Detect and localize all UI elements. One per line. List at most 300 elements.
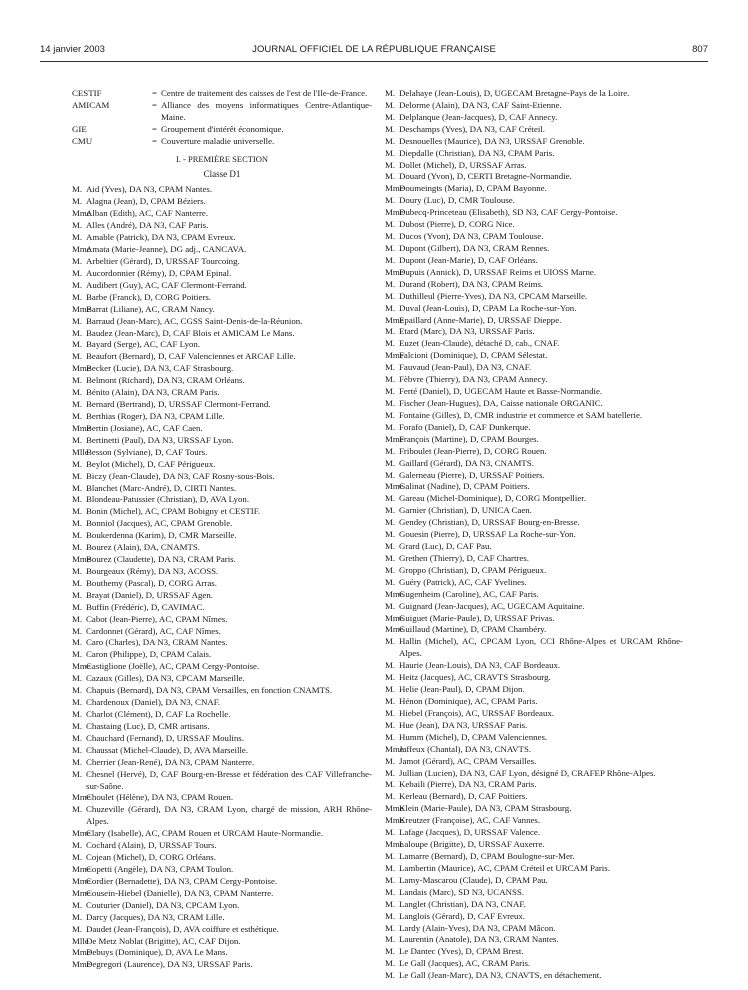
nomination-text: Brayat (Daniel), D, URSSAF Agen. <box>86 589 213 600</box>
nomination-entry <box>72 828 372 840</box>
nomination-text: Euzet (Jean-Claude), détaché D, cab., CNAF. <box>399 338 560 349</box>
nomination-text: Forafo (Daniel), D, CAF Dunkerque. <box>399 421 531 432</box>
civility-title: Mme <box>72 887 91 898</box>
nomination-entry <box>385 887 683 899</box>
nomination-entry <box>385 279 683 291</box>
nomination-entry <box>385 553 683 565</box>
nomination-text: Fischer (Jean-Hugues), DA, Caisse nationale ORGANIC. <box>399 397 603 408</box>
nomination-text: Bayard (Serge), AC, CAF Lyon. <box>86 339 201 350</box>
nomination-text: Laloupe (Brigitte), D, URSSAF Auxerre. <box>399 839 545 850</box>
civility-title: M. <box>72 625 83 636</box>
nomination-text: Deschamps (Yves), DA N3, CAF Créteil. <box>399 123 545 134</box>
page-header <box>40 44 708 60</box>
nomination-entry <box>385 946 683 958</box>
nomination-entry <box>385 601 683 613</box>
nomination-entry <box>385 684 683 696</box>
civility-title: Mme <box>385 743 404 754</box>
nomination-entry <box>72 280 372 292</box>
nomination-text: Douard (Yvon), D, CERTI Bretagne-Normandie. <box>399 171 572 182</box>
nomination-entry <box>72 339 372 351</box>
civility-title: M. <box>72 196 83 207</box>
nomination-entry <box>72 947 372 959</box>
civility-title: Mme <box>385 481 404 492</box>
civility-title: M. <box>72 482 83 493</box>
nomination-entry <box>385 267 683 279</box>
nomination-text: Bourez (Claudette), DA N3, CRAM Paris. <box>86 554 236 565</box>
abbreviation-code: GIE <box>72 123 87 134</box>
nomination-text: Lardy (Alain-Yves), DA N3, CPAM Mâcon. <box>399 922 556 933</box>
nomination-entry <box>385 958 683 970</box>
nomination-entry <box>385 720 683 732</box>
nomination-entry <box>72 745 372 757</box>
civility-title: M. <box>385 755 396 766</box>
civility-title: M. <box>72 458 83 469</box>
nomination-entry <box>385 315 683 327</box>
nomination-text: Kerleau (Bernard), D, CAF Poitiers. <box>399 791 528 802</box>
nomination-entry <box>385 756 683 768</box>
abbreviation-definition <box>152 136 372 148</box>
civility-title: M. <box>72 589 83 600</box>
nomination-text: François (Martine), D, CPAM Bourges. <box>399 433 539 444</box>
nomination-text: Hénon (Dominique), AC, CPAM Paris. <box>399 696 538 707</box>
nomination-entry <box>72 328 372 340</box>
civility-title: M. <box>72 637 83 648</box>
civility-title: Mme <box>385 350 404 361</box>
nomination-text: Daudet (Jean-François), D, AVA coiffure et esthétique. <box>86 923 279 934</box>
nomination-text: Gouesin (Pierre), D, URSSAF La Roche-sur-Yon. <box>399 529 576 540</box>
header-rule <box>40 61 708 62</box>
nomination-text: Haurie (Jean-Louis), DA N3, CAF Bordeaux. <box>399 660 561 671</box>
definition-text: Groupement d'intérêt économique. <box>161 123 284 134</box>
civility-title: M. <box>385 326 396 337</box>
civility-title: M. <box>385 636 396 647</box>
civility-title: Mme <box>385 266 404 277</box>
nomination-entry <box>72 363 372 375</box>
nomination-list-left <box>72 184 372 971</box>
nomination-entry <box>72 769 372 793</box>
nomination-entry <box>72 518 372 530</box>
nomination-text: Cojean (Michel), D, CORG Orléans. <box>86 852 216 863</box>
nomination-entry <box>72 924 372 936</box>
abbreviation-list <box>72 88 372 148</box>
nomination-text: Cazaux (Gilles), DA N3, CPCAM Marseille. <box>86 673 245 684</box>
nomination-text: Aid (Yves), DA N3, CPAM Nantes. <box>86 184 213 195</box>
nomination-entry <box>72 375 372 387</box>
nomination-text: Durand (Robert), DA N3, CPAM Reims. <box>399 278 544 289</box>
nomination-entry <box>72 256 372 268</box>
nomination-text: Gugenheim (Caroline), AC, CAF Paris. <box>399 588 539 599</box>
abbreviation-row <box>72 124 372 136</box>
civility-title: M. <box>385 409 396 420</box>
nomination-text: Langlois (Gérard), D, CAF Evreux. <box>399 910 525 921</box>
civility-title: M. <box>72 232 83 243</box>
nomination-entry <box>385 481 683 493</box>
civility-title: M. <box>385 278 396 289</box>
nomination-text: Boukerdenna (Karim), D, CMR Marseille. <box>86 530 237 541</box>
nomination-text: Chuzeville (Gérard), DA N3, CRAM Lyon, chargé de mission, ARH Rhône-Alpes. <box>86 804 372 827</box>
nomination-entry <box>385 160 683 172</box>
civility-title: M. <box>385 302 396 313</box>
nomination-entry <box>385 362 683 374</box>
nomination-entry <box>385 851 683 863</box>
nomination-text: Klein (Marie-Paule), DA N3, CPAM Strasbourg. <box>399 803 572 814</box>
nomination-entry <box>385 255 683 267</box>
nomination-text: Belmont (Richard), DA N3, CRAM Orléans. <box>86 375 245 386</box>
nomination-text: Couturier (Daniel), DA N3, CPCAM Lyon. <box>86 899 240 910</box>
civility-title: Mme <box>72 875 91 886</box>
nomination-entry <box>72 709 372 721</box>
civility-title: M. <box>72 387 83 398</box>
civility-title: M. <box>72 339 83 350</box>
nomination-text: Bonin (Michel), AC, CPAM Bobigny et CESTIF. <box>86 506 261 517</box>
civility-title: M. <box>72 697 83 708</box>
civility-title: Mme <box>72 208 91 219</box>
nomination-text: Debuys (Dominique), D, AVA Le Mans. <box>86 947 228 958</box>
nomination-text: Delorme (Alain), DA N3, CAF Saint-Etienne. <box>399 99 562 110</box>
nomination-entry <box>385 207 683 219</box>
nomination-entry <box>385 386 683 398</box>
nomination-text: Amable (Patrick), DA N3, CPAM Evreux. <box>86 232 236 243</box>
civility-title: M. <box>385 171 396 182</box>
civility-title: M. <box>385 910 396 921</box>
nomination-entry <box>385 529 683 541</box>
civility-title: M. <box>72 613 83 624</box>
civility-title: M. <box>385 564 396 575</box>
nomination-text: Cardonnet (Gérard), AC, CAF Nîmes. <box>86 625 221 636</box>
civility-title: M. <box>385 731 396 742</box>
nomination-text: Grethen (Thierry), D, CAF Chartres. <box>399 552 529 563</box>
nomination-text: Guignard (Jean-Jacques), AC, UGECAM Aquitaine. <box>399 600 585 611</box>
nomination-entry <box>72 626 372 638</box>
civility-title: M. <box>72 911 83 922</box>
nomination-text: Guiguet (Marie-Paule), D, URSSAF Privas. <box>399 612 555 623</box>
civility-title: M. <box>385 338 396 349</box>
civility-title: M. <box>385 493 396 504</box>
nomination-entry <box>72 494 372 506</box>
civility-title: Mme <box>385 624 404 635</box>
nomination-text: Garnier (Christian), D, UNICA Caen. <box>399 505 532 516</box>
nomination-text: Le Gall (Jean-Marc), DA N3, CNAVTS, en détachement. <box>399 970 602 981</box>
civility-title: M. <box>385 517 396 528</box>
civility-title: M. <box>72 756 83 767</box>
nomination-entry <box>72 602 372 614</box>
nomination-text: Barraud (Jean-Marc), AC, CGSS Saint-Denis-de-la-Réunion. <box>86 315 303 326</box>
nomination-text: Biczy (Jean-Claude), DA N3, CAF Rosny-sous-Bois. <box>86 470 275 481</box>
civility-title: Mme <box>72 792 91 803</box>
nomination-entry <box>72 852 372 864</box>
nomination-entry <box>385 338 683 350</box>
nomination-text: Friboulet (Jean-Pierre), D, CORG Rouen. <box>399 445 547 456</box>
civility-title: M. <box>72 351 83 362</box>
civility-title: M. <box>72 542 83 553</box>
civility-title: M. <box>385 684 396 695</box>
nomination-entry <box>72 804 372 828</box>
civility-title: Mme <box>385 433 404 444</box>
civility-title: M. <box>385 970 396 981</box>
nomination-text: Humm (Michel), D, CPAM Valenciennes. <box>399 731 548 742</box>
nomination-text: Caron (Philippe), D, CPAM Calais. <box>86 649 212 660</box>
nomination-entry <box>385 446 683 458</box>
nomination-text: Amata (Marie-Jeanne), DG adj., CANCAVA. <box>86 244 247 255</box>
nomination-entry <box>385 589 683 601</box>
civility-title: M. <box>72 709 83 720</box>
civility-title: M. <box>385 946 396 957</box>
nomination-entry <box>72 888 372 900</box>
nomination-text: Dupont (Jean-Marie), D, CAF Orléans. <box>399 254 538 265</box>
nomination-text: Alagna (Jean), D, CPAM Béziers. <box>86 196 206 207</box>
nomination-entry <box>72 840 372 852</box>
civility-title: Mme <box>385 612 404 623</box>
nomination-text: Audibert (Guy), AC, CAF Clermont-Ferrand. <box>86 279 247 290</box>
civility-title: M. <box>385 707 396 718</box>
civility-title: M. <box>385 290 396 301</box>
nomination-text: Jullian (Lucien), DA N3, CAF Lyon, désigné D, CRAFEP Rhône-Alpes. <box>399 767 656 778</box>
civility-title: Mme <box>385 588 404 599</box>
civility-title: M. <box>72 732 83 743</box>
nomination-entry <box>72 304 372 316</box>
nomination-text: Duthilleul (Pierre-Yves), DA N3, CPCAM Marseille. <box>399 290 588 301</box>
nomination-text: Galerneau (Pierre), D, URSSAF Poitiers. <box>399 469 545 480</box>
civility-title: M. <box>385 898 396 909</box>
nomination-entry <box>72 673 372 685</box>
nomination-text: Beylot (Michel), D, CAF Périgueux. <box>86 458 216 469</box>
civility-title: M. <box>385 791 396 802</box>
civility-title: M. <box>72 220 83 231</box>
nomination-entry <box>72 661 372 673</box>
civility-title: M. <box>72 410 83 421</box>
civility-title: Mme <box>72 864 91 874</box>
civility-title: M. <box>72 255 83 266</box>
civility-title: Mme <box>72 828 91 839</box>
nomination-entry <box>385 434 683 446</box>
nomination-entry <box>72 459 372 471</box>
nomination-text: Jamot (Gérard), AC, CPAM Versailles. <box>399 755 537 766</box>
civility-title: Mme <box>72 363 91 374</box>
nomination-text: Hiebel (François), AC, URSSAF Bordeaux. <box>399 707 555 718</box>
nomination-entry <box>385 374 683 386</box>
civility-title: M. <box>72 267 83 278</box>
nomination-entry <box>385 124 683 136</box>
nomination-entry <box>72 637 372 649</box>
civility-title: M. <box>385 111 396 122</box>
nomination-entry <box>385 195 683 207</box>
nomination-text: Lambertin (Maurice), AC, CPAM Créteil et URCAM Paris. <box>399 862 610 873</box>
nomination-entry <box>385 100 683 112</box>
nomination-entry <box>385 183 683 195</box>
nomination-entry <box>72 554 372 566</box>
nomination-entry <box>72 685 372 697</box>
civility-title: M. <box>385 421 396 432</box>
nomination-text: Buffin (Frédéric), D, CAVIMAC. <box>86 601 205 612</box>
civility-title: M. <box>385 469 396 480</box>
right-column <box>385 88 683 982</box>
civility-title: Mme <box>72 303 91 314</box>
nomination-text: Dubost (Pierre), D, CORG Nice. <box>399 219 515 230</box>
nomination-text: Alles (André), DA N3, CAF Paris. <box>86 220 209 231</box>
civility-title: M. <box>385 672 396 683</box>
civility-title: Mme <box>385 803 404 814</box>
civility-title: M. <box>385 886 396 897</box>
nomination-entry <box>72 220 372 232</box>
nomination-entry <box>385 672 683 684</box>
nomination-entry <box>385 911 683 923</box>
definition-text: Centre de traitement des caisses de l'est de l'Ile-de-France. <box>161 88 368 98</box>
nomination-entry <box>385 827 683 839</box>
civility-title: M. <box>385 254 396 265</box>
nomination-text: Le Gall (Jacques), AC, CRAM Paris. <box>399 958 531 969</box>
nomination-text: Kebaili (Pierre), DA N3, CRAM Paris. <box>399 779 537 790</box>
civility-title: Mme <box>72 661 91 672</box>
civility-title: M. <box>385 457 396 468</box>
nomination-text: Epaillard (Anne-Marie), D, URSSAF Dieppe. <box>399 314 562 325</box>
abbreviation-code: AMICAM <box>72 99 110 110</box>
nomination-text: Gendey (Christian), D, URSSAF Bourg-en-Bresse. <box>399 517 580 528</box>
civility-title: M. <box>72 899 83 910</box>
nomination-entry <box>385 422 683 434</box>
civility-title: Mme <box>385 839 404 850</box>
abbreviation-row <box>72 100 372 124</box>
nomination-text: Guéry (Patrick), AC, CAF Yvelines. <box>399 576 527 587</box>
nomination-entry <box>385 410 683 422</box>
nomination-entry <box>385 613 683 625</box>
civility-title: M. <box>385 529 396 540</box>
nomination-entry <box>72 900 372 912</box>
nomination-text: Groppo (Christian), D, CPAM Périgueux. <box>399 564 547 575</box>
civility-title: M. <box>385 88 396 98</box>
nomination-entry <box>72 542 372 554</box>
nomination-text: Dubecq-Princeteau (Elisabeth), SD N3, CAF Cergy-Pontoise. <box>399 207 618 218</box>
civility-title: M. <box>385 600 396 611</box>
nomination-text: Baudez (Jean-Marc), D, CAF Blois et AMICAM Le Mans. <box>86 327 295 338</box>
nomination-entry <box>385 112 683 124</box>
civility-title: Mme <box>385 314 404 325</box>
civility-title: M. <box>385 541 396 552</box>
civility-title: M. <box>385 576 396 587</box>
civility-title: M. <box>72 744 83 755</box>
nomination-entry <box>72 506 372 518</box>
nomination-text: Degregori (Laurence), DA N3, URSSAF Paris. <box>86 959 253 970</box>
civility-title: M. <box>72 768 83 779</box>
civility-title: M. <box>72 375 83 386</box>
nomination-text: Doumeingts (Maria), D, CPAM Bayonne. <box>399 183 547 194</box>
nomination-entry <box>72 757 372 769</box>
civility-title: M. <box>72 673 83 684</box>
civility-title: M. <box>385 99 396 110</box>
nomination-text: Aucordonnier (Rémy), D, CPAM Epinal. <box>86 267 232 278</box>
civility-title: Mme <box>72 554 91 565</box>
nomination-text: Ducos (Yvon), DA N3, CPAM Toulouse. <box>399 231 544 242</box>
nomination-entry <box>385 744 683 756</box>
civility-title: M. <box>385 862 396 873</box>
civility-title: M. <box>385 767 396 778</box>
nomination-entry <box>72 184 372 196</box>
civility-title: M. <box>72 506 83 517</box>
nomination-entry <box>385 768 683 780</box>
civility-title: M. <box>72 601 83 612</box>
nomination-text: Langlet (Christian), DA N3, CNAF. <box>399 898 526 909</box>
nomination-text: Jaffeux (Chantal), DA N3, CNAVTS. <box>399 743 532 754</box>
civility-title: M. <box>72 565 83 576</box>
civility-title: M. <box>385 445 396 456</box>
nomination-text: Hue (Jean), DA N3, URSSAF Paris. <box>399 719 528 730</box>
civility-title: Mme <box>72 947 91 958</box>
nomination-entry <box>385 350 683 362</box>
nomination-entry <box>385 398 683 410</box>
civility-title: M. <box>385 386 396 397</box>
nomination-entry <box>385 815 683 827</box>
nomination-entry <box>72 721 372 733</box>
nomination-entry <box>72 435 372 447</box>
nomination-list-right <box>385 88 683 982</box>
nomination-text: Fauvaud (Jean-Paul), DA N3, CNAF. <box>399 362 532 373</box>
nomination-entry <box>72 232 372 244</box>
civility-title: M. <box>385 696 396 707</box>
civility-title: M. <box>72 518 83 529</box>
nomination-entry <box>385 636 683 660</box>
nomination-entry <box>385 493 683 505</box>
nomination-text: Grard (Luc), D, CAF Pau. <box>399 541 492 552</box>
nomination-text: Bourgeaux (Rémy), DA N3, ACOSS. <box>86 565 219 576</box>
nomination-text: Cabot (Jean-Pierre), AC, CPAM Nîmes. <box>86 613 228 624</box>
civility-title: M. <box>72 804 83 815</box>
civility-title: M. <box>385 719 396 730</box>
nomination-text: Becker (Lucie), DA N3, CAF Strasbourg. <box>86 363 234 374</box>
civility-title: M. <box>72 315 83 326</box>
equals-sign: = <box>152 99 157 110</box>
nomination-text: Blanchet (Marc-André), D, CIRTI Nantes. <box>86 482 237 493</box>
civility-title: M. <box>385 147 396 158</box>
abbreviation-code: CMU <box>72 135 93 146</box>
nomination-entry <box>385 326 683 338</box>
nomination-text: Chastaing (Luc), D, CMR artisans. <box>86 720 210 731</box>
nomination-text: Hallin (Michel), AC, CPCAM Lyon, CCI Rhône-Alpes et URCAM Rhône-Alpes. <box>399 636 683 659</box>
civility-title: Mme <box>72 959 91 970</box>
civility-title: M. <box>72 470 83 481</box>
nomination-text: Dollet (Michel), D, URSSAF Arras. <box>399 159 527 170</box>
nomination-entry <box>72 733 372 745</box>
civility-title: M. <box>385 159 396 170</box>
nomination-entry <box>385 231 683 243</box>
civility-title: M. <box>72 399 83 410</box>
equals-sign: = <box>152 88 157 98</box>
civility-title: M. <box>72 291 83 302</box>
civility-title: Mme <box>385 183 404 194</box>
civility-title: M. <box>385 195 396 206</box>
nomination-entry <box>385 708 683 720</box>
nomination-text: Barrat (Liliane), AC, CRAM Nancy. <box>86 303 215 314</box>
civility-title: M. <box>72 184 83 195</box>
civility-title: Mlle <box>72 446 89 457</box>
nomination-text: Chapuis (Bernard), DA N3, CPAM Versailles, en fonction CNAMTS. <box>86 685 333 696</box>
nomination-entry <box>385 148 683 160</box>
nomination-entry <box>385 934 683 946</box>
nomination-entry <box>385 923 683 935</box>
nomination-entry <box>385 303 683 315</box>
abbreviation-code: CESTIF <box>72 88 102 98</box>
civility-title: M. <box>385 231 396 242</box>
nomination-text: Clary (Isabelle), AC, CPAM Rouen et URCAM Haute-Normandie. <box>86 828 323 839</box>
nomination-text: Chauchard (Fernand), D, URSSAF Moulins. <box>86 732 244 743</box>
nomination-text: Berthias (Roger), DA N3, CPAM Lille. <box>86 410 225 421</box>
nomination-text: Doury (Luc), D, CMR Toulouse. <box>399 195 515 206</box>
nomination-entry <box>72 864 372 876</box>
nomination-text: Le Dantec (Yves), D, CPAM Brest. <box>399 946 524 957</box>
nomination-entry <box>385 577 683 589</box>
nomination-text: Landais (Marc), SD N3, UCANSS. <box>399 886 525 897</box>
civility-title: M. <box>385 397 396 408</box>
nomination-text: Lamy-Mascarou (Claude), D, CPAM Pau. <box>399 874 548 885</box>
nomination-text: Blondeau-Patussier (Christian), D, AVA Lyon. <box>86 494 250 505</box>
